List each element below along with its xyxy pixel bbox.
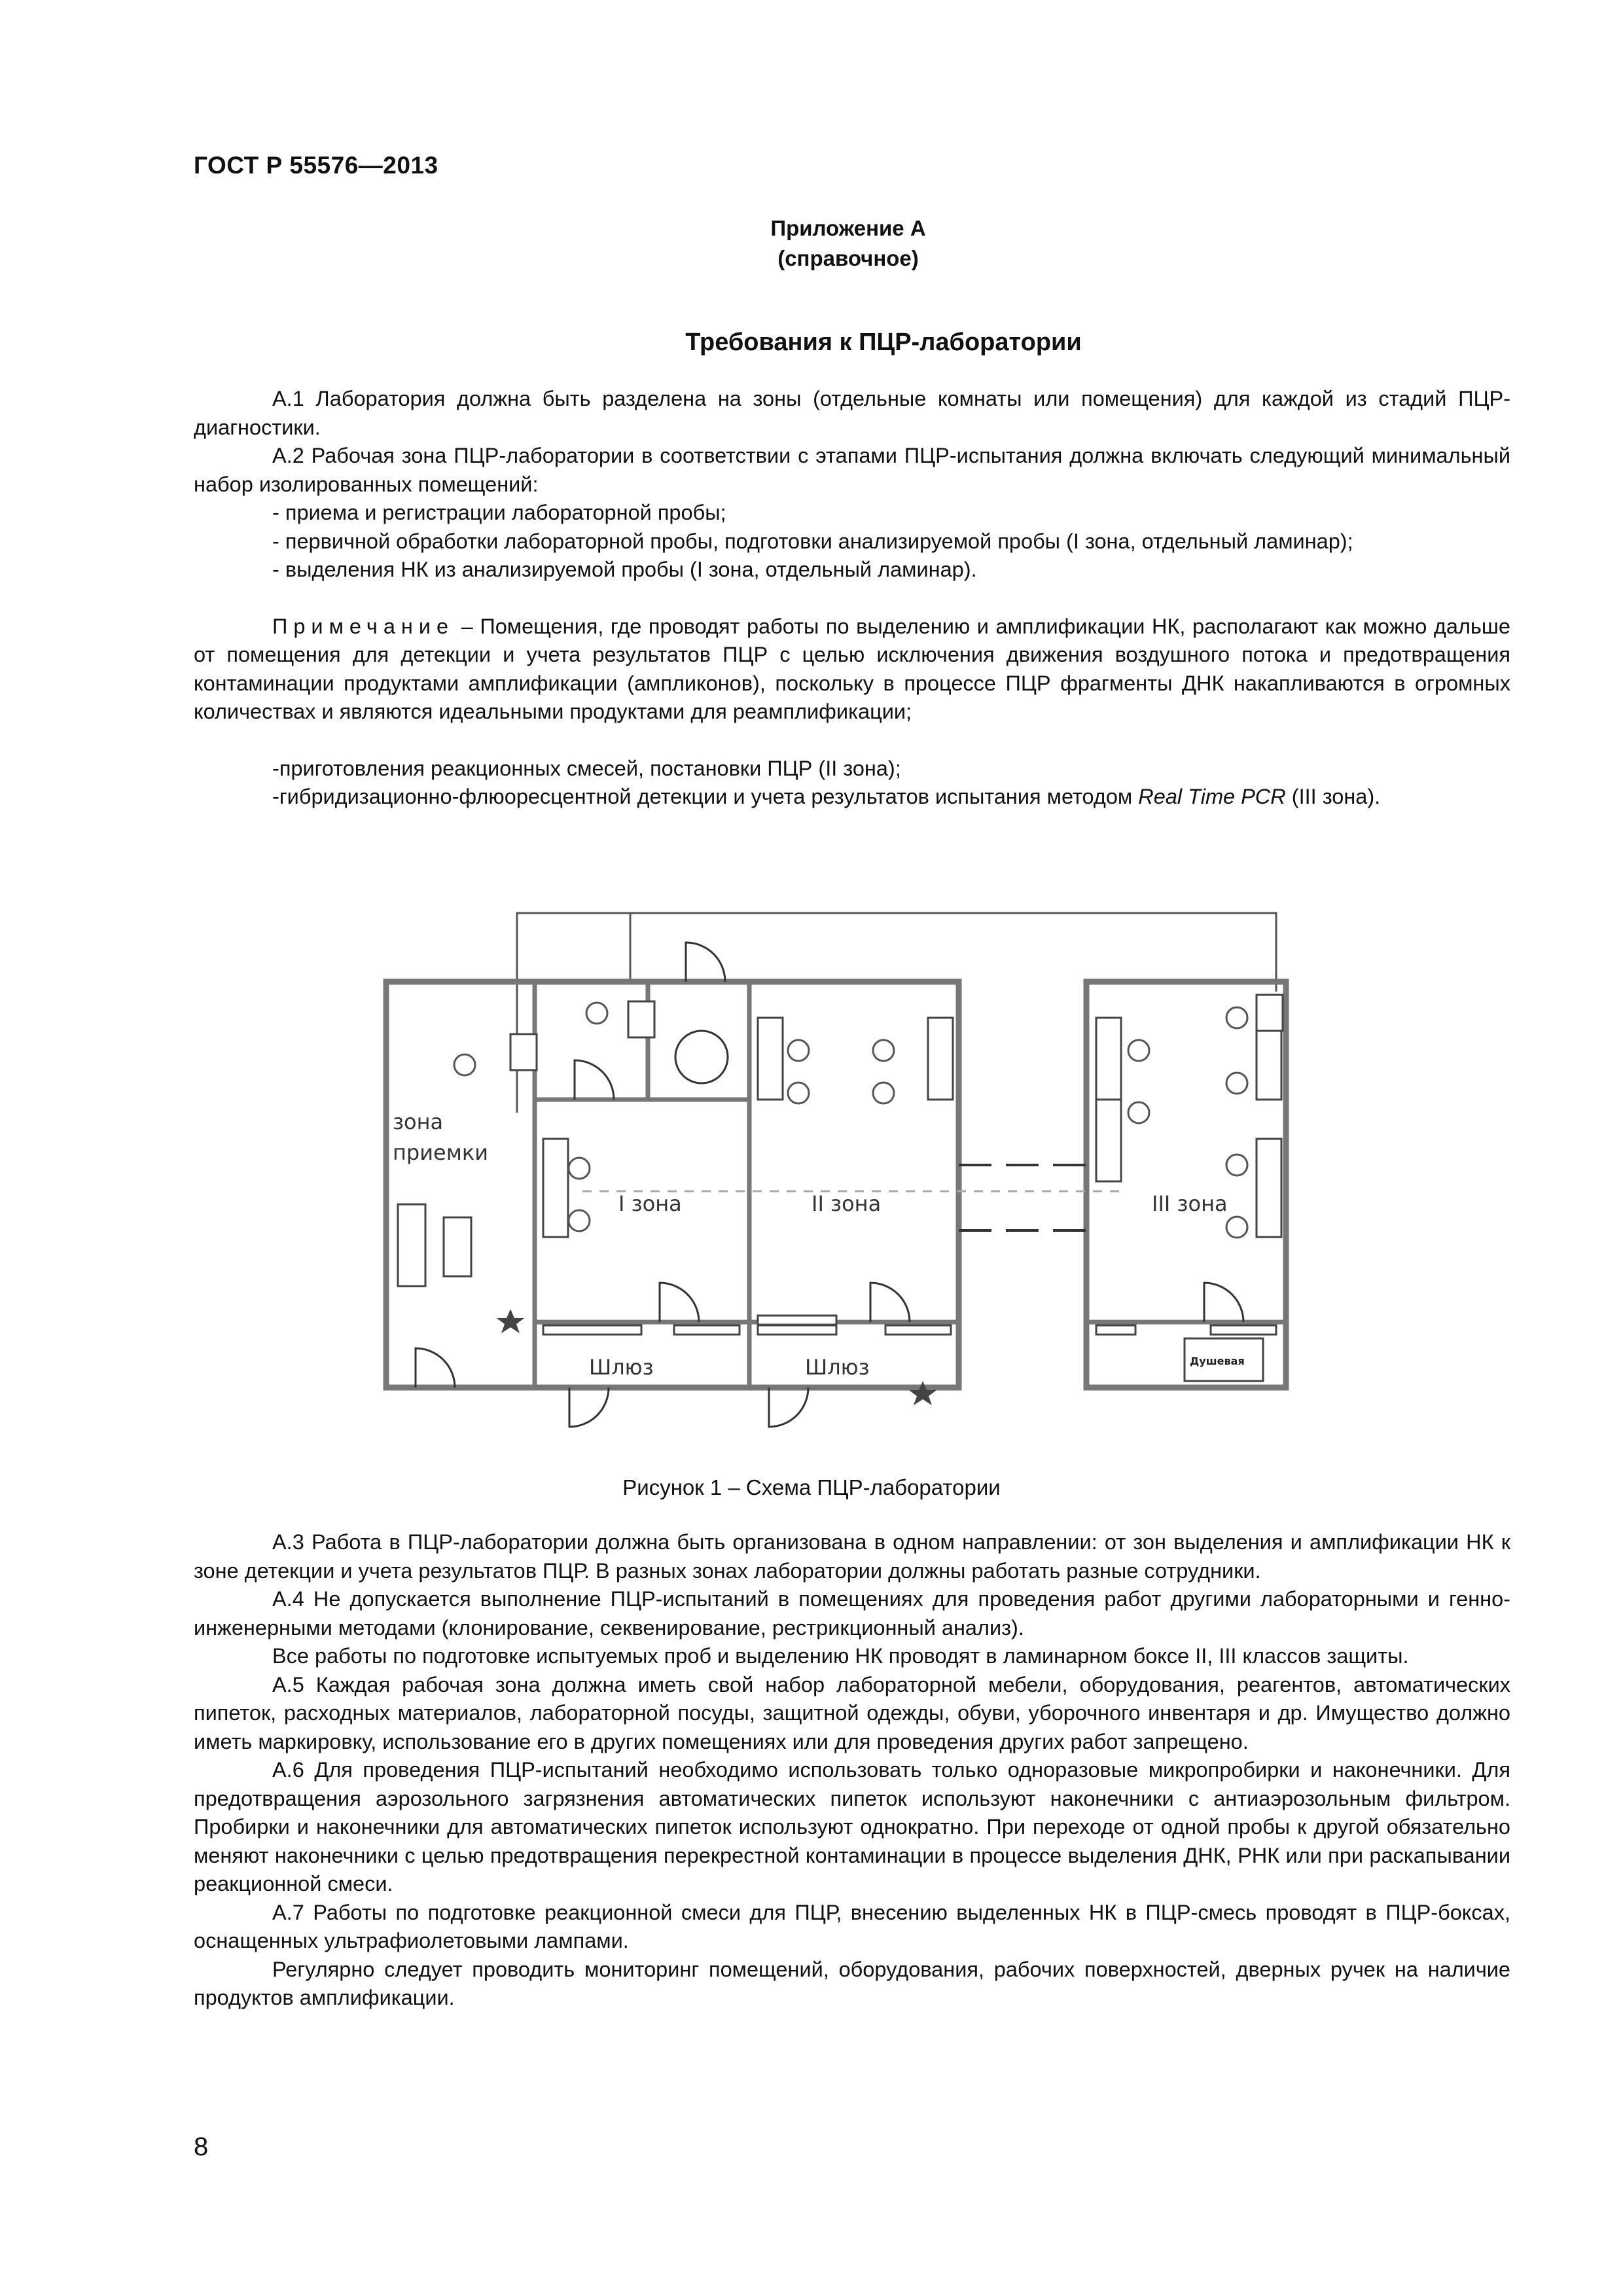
zone3-label: III зона xyxy=(1152,1191,1228,1216)
note-text: – Помещения, где проводят работы по выделению и амплификации НК, располагают как можно дальше от помещения для детекции и учета результатов ПЦР с целью исключения движения воздушного потока и предотвращения контаминации продуктами амплификации (ампликонов), поскольку в процессе ПЦР фрагменты ДНК накапливаются в огромных количествах и являются идеальными продуктами для реамплификации; xyxy=(194,614,1510,723)
list-item: -приготовления реакционных смесей, постановки ПЦР (II зона); xyxy=(272,756,901,780)
list-item-text: (III зона). xyxy=(1285,785,1381,808)
note-label: Примечание xyxy=(272,614,455,638)
text-block-2 xyxy=(194,1528,1510,2013)
standard-header: ГОСТ Р 55576—2013 xyxy=(194,152,438,179)
text-block-1 xyxy=(194,385,1510,812)
list-item: - первичной обработки лабораторной пробы, подготовки анализируемой пробы (I зона, отдельный ламинар); xyxy=(272,529,1353,553)
reception-label: приемки xyxy=(393,1140,488,1165)
paragraph: Регулярно следует проводить мониторинг помещений, оборудования, рабочих поверхностей, дверных ручек на наличие продуктов амплификации. xyxy=(194,1957,1510,2009)
section-title: Требования к ПЦР-лаборатории xyxy=(685,329,1082,356)
zone1-label: I зона xyxy=(618,1191,682,1216)
list-item-text: -гибридизационно-флюоресцентной детекции и учета результатов испытания методом xyxy=(272,785,1139,808)
paragraph-a3: А.3 Работа в ПЦР-лаборатории должна быть организована в одном направлении: от зон выделения и амплификации НК к зоне детекции и учета результатов ПЦР. В разных зонах лаборатории должны работать разные сотрудники. xyxy=(194,1530,1510,1583)
paragraph-a5: А.5 Каждая рабочая зона должна иметь свой набор лабораторной мебели, оборудования, реагентов, автоматических пипеток, расходных материалов, лабораторной посуды, защитной одежды, обуви, уборочного инвентаря и др. Имущество должно иметь маркировку, использование его в других помещениях или для проведения других работ запрещено. xyxy=(194,1672,1510,1753)
list-item: - выделения НК из анализируемой пробы (I зона, отдельный ламинар). xyxy=(272,558,977,581)
paragraph-a2: А.2 Рабочая зона ПЦР-лаборатории в соответствии с этапами ПЦР-испытания должна включать следующий минимальный набор изолированных помещений: xyxy=(194,444,1510,496)
appendix-kind: (справочное) xyxy=(777,246,919,270)
list-item xyxy=(194,783,1510,812)
paragraph-a4: А.4 Не допускается выполнение ПЦР-испытаний в помещениях для проведения работ другими лабораторными и генно-инженерными методами (клонирование, секвенирование, рестрикционный анализ). xyxy=(194,1587,1510,1640)
page-number: 8 xyxy=(194,2132,209,2161)
paragraph-a1: А.1 Лаборатория должна быть разделена на зоны (отдельные комнаты или помещения) для каждой из стадий ПЦР-диагностики. xyxy=(194,387,1510,439)
paragraph-a7: А.7 Работы по подготовке реакционной смеси для ПЦР, внесению выделенных НК в ПЦР-смесь проводят в ПЦР-боксах, оснащенных ультрафиолетовыми лампами. xyxy=(194,1900,1510,1952)
note xyxy=(194,613,1510,726)
method-name: Real Time PCR xyxy=(1138,785,1286,808)
list-item: - приема и регистрации лабораторной пробы; xyxy=(272,501,726,524)
airlock-label: Шлюз xyxy=(589,1355,654,1380)
paragraph: Все работы по подготовке испытуемых проб и выделению НК проводят в ламинарном боксе II, III классов защиты. xyxy=(272,1644,1409,1668)
shower-label: Душевая xyxy=(1190,1355,1245,1367)
lab-floor-plan xyxy=(366,903,1302,1473)
zone2-label: II зона xyxy=(812,1191,882,1216)
reception-label: зона xyxy=(393,1109,444,1134)
appendix-title: Приложение А xyxy=(770,216,926,240)
airlock-label: Шлюз xyxy=(805,1355,870,1380)
paragraph-a6: А.6 Для проведения ПЦР-испытаний необходимо использовать только одноразовые микропробирки и наконечники. Для предотвращения аэрозольного загрязнения автоматических пипеток используют наконечники с антиаэрозольным фильтром. Пробирки и наконечники для автоматических пипеток используют однократно. При переходе от одной пробы к другой обязательно меняют наконечники с целью предотвращения перекрестной контаминации в процессе выделения ДНК, РНК или при раскапывании реакционной смеси. xyxy=(194,1758,1510,1895)
figure-caption: Рисунок 1 – Схема ПЦР-лаборатории xyxy=(622,1475,1001,1499)
